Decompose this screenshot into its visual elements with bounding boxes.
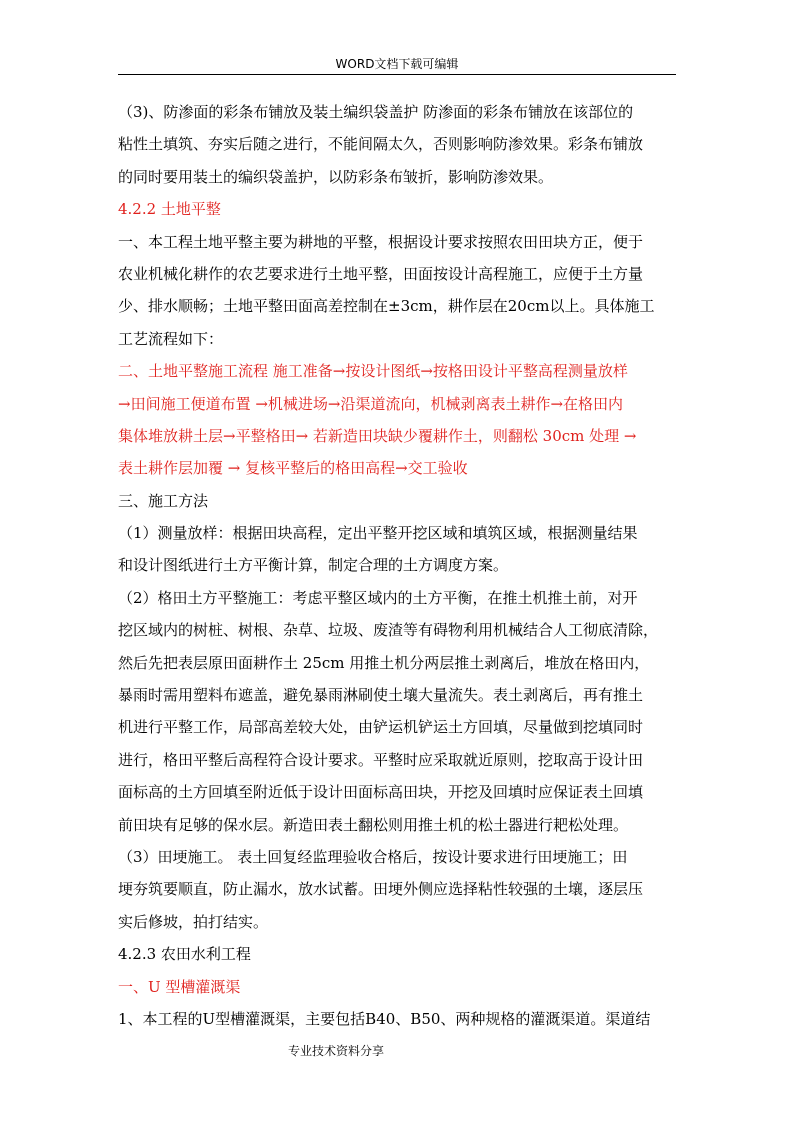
text-line: 埂夯筑要顺直，防止漏水，放水试蓄。田埂外侧应选择粘性较强的土壤，逐层压	[118, 880, 644, 899]
heading-line: 4.2.2 土地平整	[118, 200, 221, 219]
page-footer: 专业技术资料分享	[288, 1044, 385, 1058]
text-line: 然后先把表层原田面耕作土 25cm 用推土机分两层推土剥离后，堆放在格田内，	[118, 653, 650, 672]
text-line: （3)、防渗面的彩条布铺放及装土编织袋盖护 防渗面的彩条布铺放在该部位的	[118, 103, 634, 121]
document-body	[118, 96, 688, 1035]
text-line: 三、施工方法	[118, 491, 209, 510]
heading-line: →田间施工便道布置 →机械进场→沿渠道流向，机械剥离表土耕作→在格田内	[118, 394, 624, 413]
heading-line: 二、土地平整施工流程 施工准备→按设计图纸→按格田设计平整高程测量放样	[118, 362, 628, 381]
text-line: 工艺流程如下：	[118, 329, 224, 348]
text-line: 的同时要用装土的编织袋盖护，以防彩条布皱折，影响防渗效果。	[118, 167, 554, 186]
text-line: （2）格田土方平整施工：考虑平整区域内的土方平衡，在推土机推土前，对开	[118, 588, 638, 607]
text-line: 机进行平整工作，局部高差较大处，由铲运机铲运土方回填，尽量做到挖填同时	[118, 718, 644, 737]
header-divider	[118, 74, 676, 75]
text-line: （3）田埂施工。 表土回复经监理验收合格后，按设计要求进行田埂施工；田	[118, 847, 628, 866]
heading-line: 集体堆放耕土层→平整格田→ 若新造田块缺少覆耕作土，则翻松 30cm 处理 →	[118, 426, 637, 445]
text-line: （1）测量放样：根据田块高程，定出平整开挖区域和填筑区域，根据测量结果	[118, 524, 638, 543]
heading-line: 表土耕作层加覆 → 复核平整后的格田高程→交工验收	[118, 459, 468, 478]
text-line: 暴雨时需用塑料布遮盖，避免暴雨淋刷使土壤大量流失。表土剥离后，再有推土	[118, 686, 644, 705]
text-line: 实后修坡，拍打结实。	[118, 912, 269, 931]
heading-line: 一、U 型槽灌溉渠	[118, 977, 241, 996]
text-line: 1、本工程的U型槽灌溉渠，主要包括B40、B50、两种规格的灌溉渠道。渠道结	[118, 1009, 651, 1028]
text-line: 面标高的土方回填至附近低于设计田面标高田块，开挖及回填时应保证表土回填	[118, 783, 644, 802]
text-line: 农业机械化耕作的农艺要求进行土地平整，田面按设计高程施工，应便于土方量	[118, 264, 644, 283]
text-line: 4.2.3 农田水利工程	[118, 945, 251, 964]
page-header: WORD文档下载可编辑	[335, 57, 459, 71]
text-line: 粘性土填筑、夯实后随之进行，不能间隔太久，否则影响防渗效果。彩条布铺放	[118, 135, 644, 154]
text-line: 和设计图纸进行土方平衡计算，制定合理的土方调度方案。	[118, 556, 509, 575]
text-line: 少、排水顺畅；土地平整田面高差控制在±3cm，耕作层在20cm以上。具体施工	[118, 297, 655, 316]
text-line: 挖区域内的树桩、树根、杂草、垃圾、废渣等有碍物利用机械结合人工彻底清除，	[118, 621, 659, 640]
text-line: 一、本工程土地平整主要为耕地的平整，根据设计要求按照农田田块方正，便于	[118, 232, 644, 251]
text-line: 前田块有足够的保水层。新造田表土翻松则用推土机的松土器进行耙松处理。	[118, 815, 629, 834]
text-line: 进行，格田平整后高程符合设计要求。平整时应采取就近原则，挖取高于设计田	[118, 750, 644, 769]
